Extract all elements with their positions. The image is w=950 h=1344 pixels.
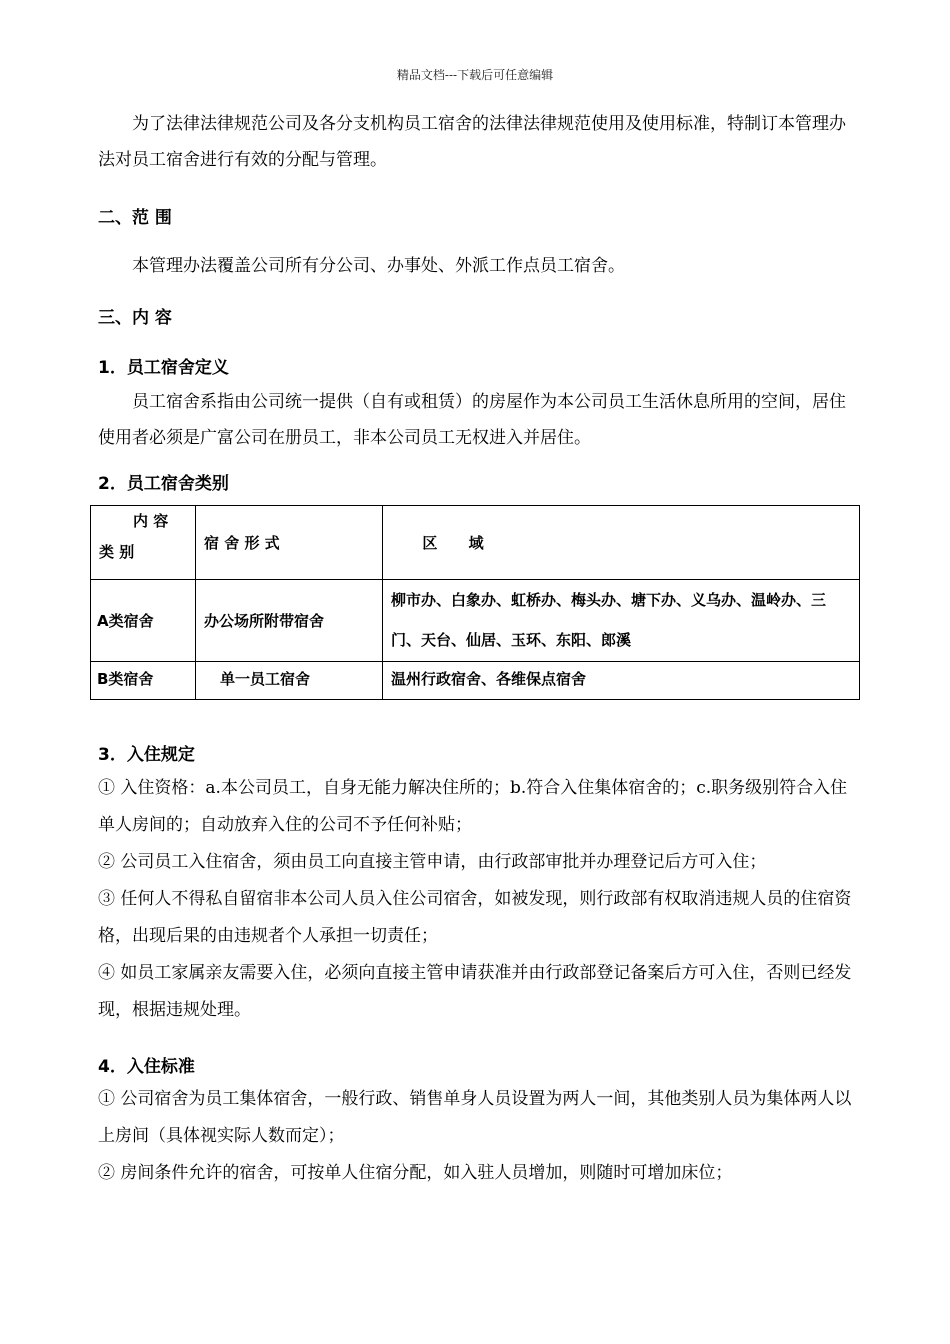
row-type-cell: B类宿舍 [91, 662, 196, 700]
list-item: ① 入住资格：a.本公司员工，自身无能力解决住所的；b.符合入住集体宿舍的；c.职务级别符合入住单人房间的；自动放弃入住的公司不予任何补贴； [98, 778, 848, 835]
list-item: ① 公司宿舍为员工集体宿舍，一般行政、销售单身人员设置为两人一间，其他类别人员为集体两人以上房间（具体视实际人数而定）； [98, 1089, 852, 1146]
header-form-cell [196, 506, 383, 580]
section-content-title: 三、内 容 [98, 308, 172, 328]
section-scope-title: 二、范 围 [98, 208, 172, 228]
header-content-label: 内 容 [133, 512, 169, 530]
category-title: 2．员工宿舍类别 [98, 474, 229, 494]
checkin-standard-title: 4．入住标准 [98, 1057, 195, 1077]
table-row [91, 580, 860, 662]
list-item: ③ 任何人不得私自留宿非本公司人员入住公司宿舍，如被发现，则行政部有权取消违规人员的住宿资格，出现后果的由违规者个人承担一切责任； [98, 889, 852, 946]
definition-body: 员工宿舍系指由公司统一提供（自有或租赁）的房屋作为本公司员工生活休息所用的空间，居住使用者必须是广富公司在册员工，非本公司员工无权进入并居住。 [98, 392, 846, 448]
definition-title: 1．员工宿舍定义 [98, 358, 229, 378]
checkin-standard-list [98, 1081, 858, 1192]
intro-paragraph: 为了法律法律规范公司及各分支机构员工宿舍的法律法律规范使用及使用标准，特制订本管理办法对员工宿舍进行有效的分配与管理。 [98, 114, 846, 170]
row-type-cell: A类宿舍 [91, 580, 196, 662]
header-form-label: 宿 舍 形 式 [204, 534, 280, 552]
header-area-cell [383, 506, 860, 580]
header-type-label: 类 别 [99, 543, 135, 561]
list-item: ② 房间条件允许的宿舍，可按单人住宿分配，如入驻人员增加，则随时可增加床位； [98, 1163, 733, 1183]
table-header-row [91, 506, 860, 580]
dorm-category-table [90, 505, 860, 700]
list-item: ② 公司员工入住宿舍，须由员工向直接主管申请，由行政部审批并办理登记后方可入住； [98, 852, 767, 872]
row-form-cell: 单一员工宿舍 [196, 662, 383, 700]
header-area-label: 区 域 [422, 534, 484, 552]
row-area-cell: 柳市办、白象办、虹桥办、梅头办、塘下办、义乌办、温岭办、三门、天台、仙居、玉环、东阳、郎溪 [383, 580, 860, 662]
row-area-cell: 温州行政宿舍、各维保点宿舍 [383, 662, 860, 700]
table-row [91, 662, 860, 700]
section-scope-body: 本管理办法覆盖公司所有分公司、办事处、外派工作点员工宿舍。 [132, 256, 625, 276]
checkin-rules-title: 3．入住规定 [98, 745, 195, 765]
page-header: 精品文档---下载后可任意编辑 [396, 68, 554, 82]
checkin-rules-list [98, 770, 858, 1029]
row-form-cell: 办公场所附带宿舍 [196, 580, 383, 662]
header-content-type-cell [91, 506, 196, 580]
list-item: ④ 如员工家属亲友需要入住，必须向直接主管申请获准并由行政部登记备案后方可入住，否则已经发现，根据违规处理。 [98, 963, 852, 1020]
